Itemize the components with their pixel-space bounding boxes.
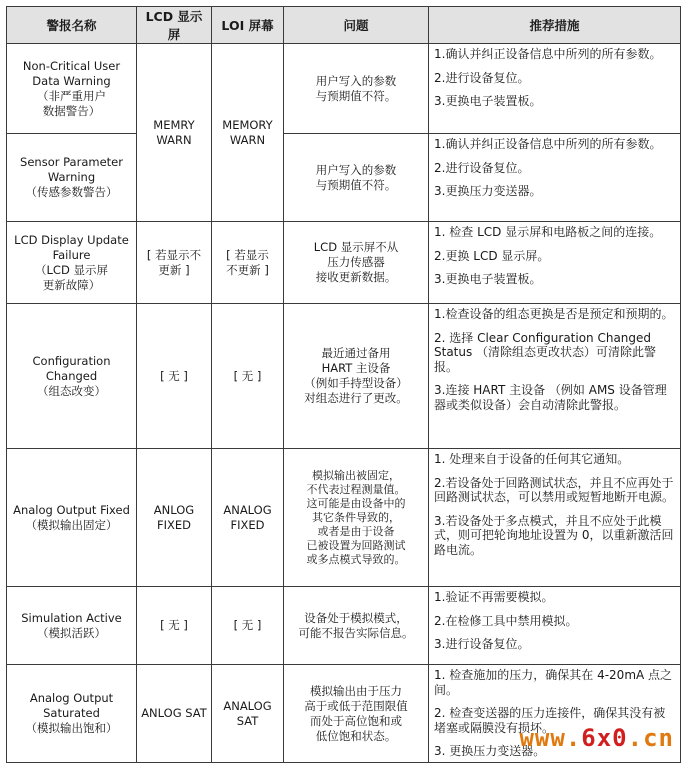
alarm-name-cell — [7, 449, 137, 587]
watermark-part: www. — [519, 724, 582, 752]
table-row — [7, 304, 681, 449]
action-item: 2. 检查变送器的压力连接件，确保其没有被堵塞或隔膜没有损坏。 — [434, 706, 666, 735]
header-actions: 推荐措施 — [429, 7, 681, 44]
alarm-name-zh: （模拟输出固定） — [25, 517, 118, 532]
table-row — [7, 44, 681, 134]
lcd-cell: [ 无 ] — [137, 304, 212, 449]
action-list — [434, 137, 674, 199]
action-list — [434, 47, 674, 109]
lcd-cell: [ 无 ] — [137, 587, 212, 665]
action-item: 1. 检查 LCD 显示屏和电路板之间的连接。 — [434, 225, 662, 239]
action-list — [434, 307, 674, 412]
problem-cell: LCD 显示屏不从 压力传感器 接收更新数据。 — [284, 222, 429, 304]
lcd-cell: MEMRY WARN — [137, 44, 212, 222]
action-item: 3.更换电子装置板。 — [434, 272, 542, 286]
action-item: 3.若设备处于多点模式，并且不应处于此模式，则可把轮询地址设置为 0，以重新激活回路电流。 — [434, 513, 674, 557]
problem-cell: 用户写入的参数 与预期值不符。 — [284, 134, 429, 222]
action-item: 1.确认并纠正设备信息中所列的所有参数。 — [434, 47, 662, 61]
action-item: 1.验证不再需要模拟。 — [434, 590, 554, 604]
header-lcd: LCD 显示屏 — [137, 7, 212, 44]
action-item: 2. 选择 Clear Configuration Changed Status （清除组态更改状态）可清除此警报。 — [434, 330, 657, 374]
alarm-name-en: LCD Display Update Failure — [14, 232, 129, 262]
action-item: 2.若设备处于回路测试状态，并且不应再处于回路测试状态，可以禁用或短暂地断开电源。 — [434, 475, 675, 504]
loi-cell: ANALOG FIXED — [212, 449, 284, 587]
action-item: 3. 更换压力变送器。 — [434, 744, 546, 758]
alarm-name-zh: （模拟活跃） — [37, 625, 106, 640]
action-item: 3.更换电子装置板。 — [434, 94, 542, 108]
actions-cell — [429, 134, 681, 222]
alarm-name-cell — [7, 222, 137, 304]
action-item: 2.进行设备复位。 — [434, 160, 530, 175]
lcd-cell: ANLOG SAT — [137, 665, 212, 763]
table-row — [7, 587, 681, 665]
actions-cell — [429, 44, 681, 134]
alarm-name-zh: （LCD 显示屏 更新故障） — [35, 262, 108, 292]
actions-cell — [429, 587, 681, 665]
loi-cell: MEMORY WARN — [212, 44, 284, 222]
alarm-name-zh: （传感参数警告） — [25, 185, 118, 199]
header-alarm-name: 警报名称 — [7, 7, 137, 44]
lcd-cell: ANLOG FIXED — [137, 449, 212, 587]
header-row — [7, 7, 681, 44]
alarm-name-en: Simulation Active — [21, 610, 122, 625]
header-problem: 问题 — [284, 7, 429, 44]
alarm-table — [6, 6, 681, 763]
watermark-part: .cn — [627, 724, 674, 752]
action-item: 2.进行设备复位。 — [434, 70, 530, 85]
alarm-name-en: Configuration Changed — [32, 353, 111, 383]
action-item: 2.在检修工具中禁用模拟。 — [434, 613, 578, 628]
alarm-name-en: Non-Critical User Data Warning — [22, 58, 121, 88]
action-list — [434, 452, 674, 557]
watermark-part: 6x0 — [581, 724, 628, 752]
action-item: 1.确认并纠正设备信息中所列的所有参数。 — [434, 137, 662, 151]
loi-cell: [ 无 ] — [212, 587, 284, 665]
action-list — [434, 225, 674, 287]
alarm-name-zh: （非严重用户 数据警告） — [37, 88, 106, 118]
action-item: 2.更换 LCD 显示屏。 — [434, 248, 550, 263]
alarm-name-cell — [7, 304, 137, 449]
table-row — [7, 134, 681, 222]
table-row — [7, 222, 681, 304]
problem-cell: 模拟输出由于压力 高于或低于范围限值 而处于高位饱和或 低位饱和状态。 — [284, 665, 429, 763]
actions-cell — [429, 449, 681, 587]
lcd-cell: [ 若显示不 更新 ] — [137, 222, 212, 304]
problem-cell: 用户写入的参数 与预期值不符。 — [284, 44, 429, 134]
action-item: 3.连接 HART 主设备 （例如 AMS 设备管理器或类似设备）会自动清除此警报。 — [434, 383, 667, 412]
problem-cell: 最近通过备用 HART 主设备 （例如手持型设备） 对组态进行了更改。 — [284, 304, 429, 449]
actions-cell — [429, 222, 681, 304]
alarm-name-en: Sensor Parameter Warning — [20, 155, 123, 184]
alarm-name-zh: （组态改变） — [37, 383, 106, 398]
watermark — [519, 724, 674, 752]
header-loi: LOI 屏幕 — [212, 7, 284, 44]
loi-cell: [ 无 ] — [212, 304, 284, 449]
alarm-name-cell — [7, 665, 137, 763]
loi-cell: [ 若显示 不更新 ] — [212, 222, 284, 304]
action-item: 3.进行设备复位。 — [434, 637, 530, 651]
alarm-name-cell — [7, 134, 137, 222]
action-item: 3.更换压力变送器。 — [434, 184, 542, 198]
table-row — [7, 449, 681, 587]
action-item: 1. 处理来自于设备的任何其它通知。 — [434, 452, 630, 466]
action-item: 1. 检查施加的压力，确保其在 4-20mA 点之间。 — [434, 668, 673, 697]
loi-cell: ANALOG SAT — [212, 665, 284, 763]
action-item: 1.检查设备的组态更换是否是预定和预期的。 — [434, 307, 674, 321]
problem-cell: 设备处于模拟模式， 可能不报告实际信息。 — [284, 587, 429, 665]
alarm-name-en: Analog Output Fixed — [13, 502, 130, 517]
alarm-name-cell — [7, 44, 137, 134]
alarm-name-zh: （模拟输出饱和） — [25, 721, 118, 735]
alarm-name-cell — [7, 587, 137, 665]
alarm-name-en: Analog Output Saturated — [29, 691, 114, 720]
problem-cell: 模拟输出被固定， 不代表过程测量值。 这可能是由设备中的 其它条件导致的， 或者是由于设备 已被设置为回路测试 或多点模式导致的。 — [284, 449, 429, 587]
action-list — [434, 590, 674, 652]
actions-cell — [429, 304, 681, 449]
